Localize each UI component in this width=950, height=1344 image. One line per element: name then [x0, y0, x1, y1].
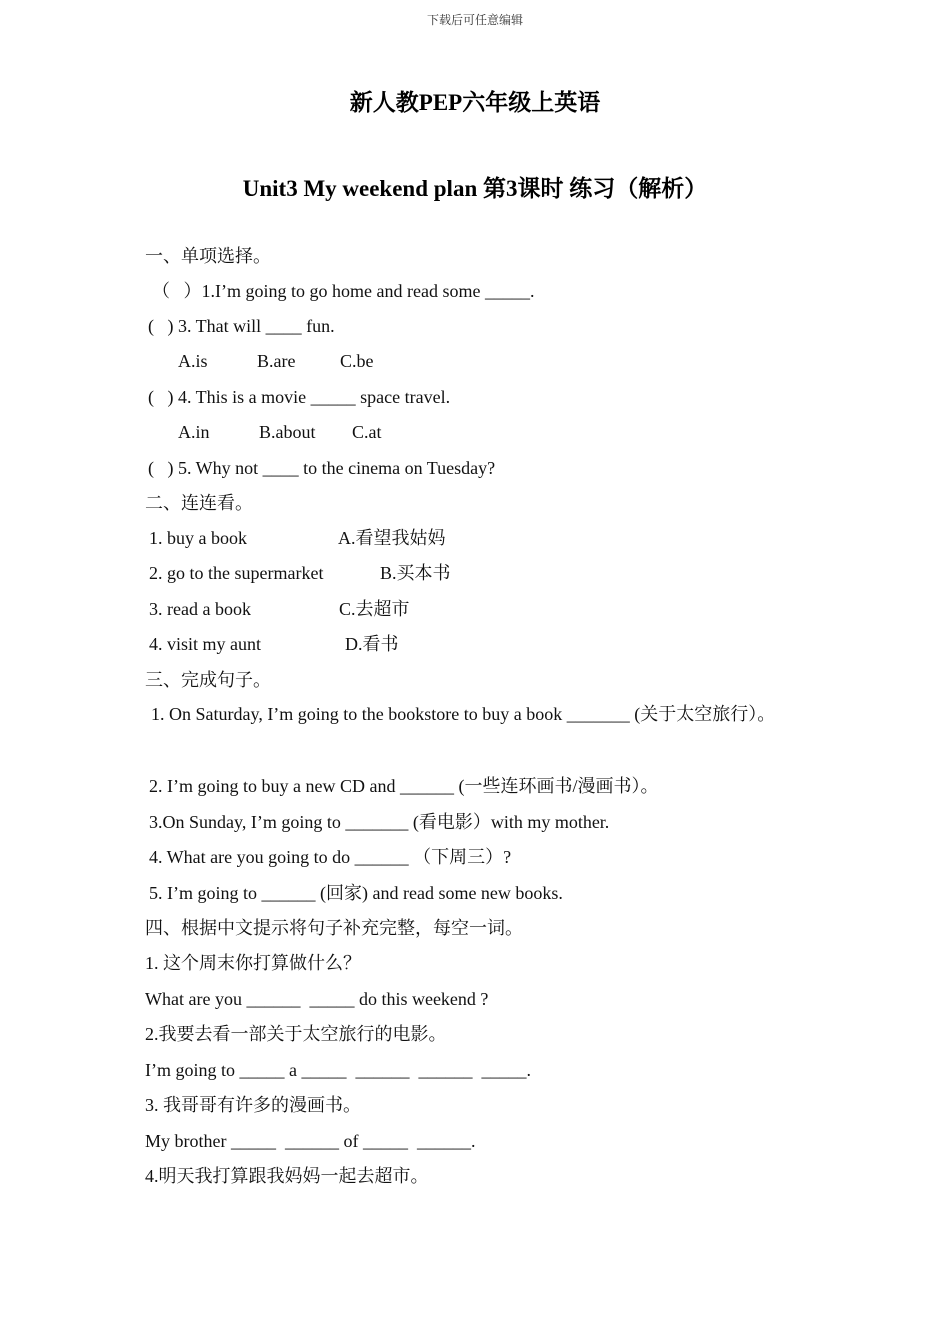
option-4a: A.in [178, 422, 210, 442]
option-3c: C.be [340, 351, 374, 371]
match-right-d: D.看书 [345, 634, 399, 654]
sentence-5: 5. I’m going to ______ (回家) and read some new books. [149, 883, 563, 903]
match-left-1: 1. buy a book [149, 528, 247, 548]
match-left-3: 3. read a book [149, 599, 251, 619]
option-3a: A.is [178, 351, 208, 371]
sentence-1: 1. On Saturday, I’m going to the bookstore to buy a book _______ (关于太空旅行）。 [151, 704, 776, 724]
match-right-a: A.看望我姑妈 [338, 528, 446, 548]
document-subtitle: Unit3 My weekend plan 第3课时 练习（解析） [242, 176, 708, 201]
sentence-2: 2. I’m going to buy a new CD and ______ (一些连环画书/漫画书）。 [149, 776, 659, 796]
item-2-prompt: 2.我要去看一部关于太空旅行的电影。 [145, 1024, 447, 1044]
item-1-prompt: 1. 这个周末你打算做什么？ [145, 953, 361, 973]
item-3-sentence: My brother _____ ______ of _____ ______. [145, 1131, 476, 1151]
item-1-sentence: What are you ______ _____ do this weekend ? [145, 989, 489, 1009]
option-4b: B.about [259, 422, 316, 442]
match-right-c: C.去超市 [339, 599, 410, 619]
option-3b: B.are [257, 351, 296, 371]
section1-heading: 一、单项选择。 [145, 246, 271, 266]
section3-heading: 三、完成句子。 [145, 670, 271, 690]
question-5: ( ) 5. Why not ____ to the cinema on Tuesday? [148, 458, 496, 478]
item-2-sentence: I’m going to _____ a _____ ______ ______ _____. [145, 1060, 531, 1080]
match-left-4: 4. visit my aunt [149, 634, 261, 654]
item-4-prompt: 4.明天我打算跟我妈妈一起去超市。 [145, 1166, 429, 1186]
option-4c: C.at [352, 422, 382, 442]
question-3: ( ) 3. That will ____ fun. [148, 316, 335, 336]
question-1: （ ）1.I’m going to go home and read some _____. [152, 281, 535, 301]
question-4: ( ) 4. This is a movie _____ space travel. [148, 387, 451, 407]
sentence-3: 3.On Sunday, I’m going to _______ (看电影）with my mother. [149, 812, 610, 832]
page-header-note: 下载后可任意编辑 [426, 13, 523, 27]
match-left-2: 2. go to the supermarket [149, 563, 324, 583]
section2-heading: 二、连连看。 [145, 493, 253, 513]
match-right-b: B.买本书 [380, 563, 451, 583]
document-title: 新人教PEP六年级上英语 [349, 90, 601, 115]
sentence-4: 4. What are you going to do ______ （下周三）? [149, 847, 512, 867]
section4-heading: 四、根据中文提示将句子补充完整，每空一词。 [145, 918, 523, 938]
item-3-prompt: 3. 我哥哥有许多的漫画书。 [145, 1095, 361, 1115]
